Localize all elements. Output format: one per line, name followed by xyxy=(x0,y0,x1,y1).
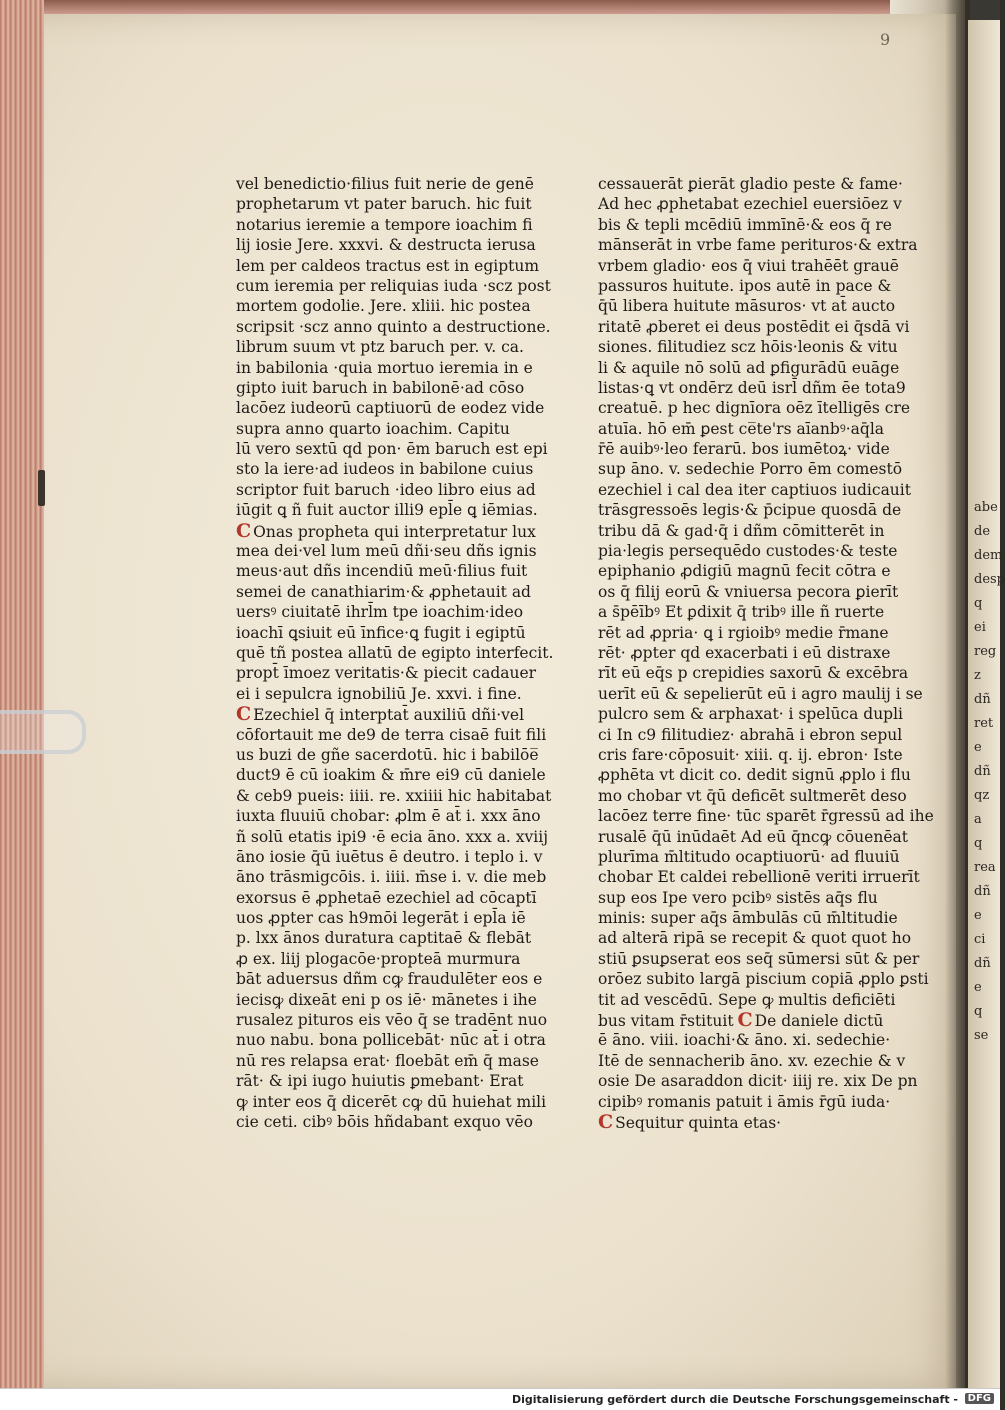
text-line xyxy=(598,725,903,745)
line-text: ritatē ꝓberet ei deus postēdit ei q̄sdā vi xyxy=(598,317,910,336)
text-line xyxy=(598,215,898,235)
text-line xyxy=(236,419,536,439)
folio-number: 9 xyxy=(880,30,891,49)
facing-text-fragment: rea xyxy=(974,860,996,875)
facing-text-fragment: de xyxy=(974,524,991,539)
line-text: mo chobar vt q̄ū deficēt sultmerēt deso xyxy=(598,786,907,805)
facing-text-fragment: q xyxy=(974,596,983,611)
line-text: Itē de sennacherib āno. xv. ezechie & v xyxy=(598,1051,906,1070)
text-line xyxy=(236,643,554,663)
line-text: plurīma m̄ltitudo ocaptiuorū· ad fluuiū xyxy=(598,847,900,866)
text-line xyxy=(598,786,907,806)
facing-text-fragment: dem xyxy=(974,548,1003,563)
line-text: rāt· & ipi iugo huiutis ꝑmebant· Erat xyxy=(236,1072,524,1091)
line-text: ci In c9 filitudiez· abrahā i ebron sepul xyxy=(598,725,903,744)
page-clip xyxy=(0,710,86,754)
line-text: semei de canathiarim·& ꝓphetauit ad xyxy=(236,582,531,601)
line-text: tribu dā & gad·q̄ i dñm cōmitterēt in xyxy=(598,521,885,540)
line-text: atuīa. hō em̄ ꝑest ce̅te'rs aīanbꝰ·aq̄la xyxy=(598,419,885,438)
line-text: epiphanio ꝓdigiū magnū fecit cōtra e xyxy=(598,562,891,581)
text-line xyxy=(236,358,536,378)
line-text: ezechiel i cal dea iter captiuos iudicauit xyxy=(598,480,911,499)
line-text: sto la iere·ad iudeos in babilone cuius xyxy=(236,460,534,479)
text-line xyxy=(598,684,923,704)
line-text: meus·aut dñs incendiū meū·filius fuit xyxy=(236,562,528,581)
text-line xyxy=(598,194,902,214)
text-line xyxy=(598,623,898,643)
line-text: Sequitur quinta etas· xyxy=(615,1113,782,1132)
text-line xyxy=(598,419,898,439)
text-line xyxy=(236,847,543,867)
text-line xyxy=(598,1092,898,1112)
text-line xyxy=(598,541,898,561)
text-line xyxy=(236,317,551,337)
facing-text-fragment: desp xyxy=(974,572,1005,587)
footer-credit: Digitalisierung gefördert durch die Deutsche Forschungsgemeinschaft - xyxy=(511,1393,958,1406)
line-text: duct9 ē cū ioakim & m̄re ei9 cū daniele xyxy=(236,766,546,785)
line-text: notarius ieremie a tempore ioachim fi xyxy=(236,215,533,234)
text-line xyxy=(598,928,912,948)
text-line xyxy=(598,317,910,337)
text-line xyxy=(236,928,536,948)
text-line xyxy=(236,806,541,826)
text-line xyxy=(598,867,920,887)
line-text: āno iosie q̄ū iuētus ē deutro. i teplo i. v xyxy=(236,847,543,866)
text-line xyxy=(236,582,536,602)
rubric-initial: C xyxy=(598,1110,614,1133)
line-text: bāt aduersus dñm cꝙ fraudulēter eos e xyxy=(236,970,543,989)
line-text: bis & tepli mcēdiū immīnē·& eos q̄ re xyxy=(598,215,892,234)
line-text: gipto iuit baruch in babilonē·ad cōso xyxy=(236,378,525,397)
line-text: vrbem gladio· eos q̄ viui trahēēt grauē xyxy=(598,256,899,275)
line-text: De daniele dictū xyxy=(754,1012,884,1031)
line-text: listas·ꝗ vt ondērz deū isrl̄ dñm ēe tota9 xyxy=(598,378,906,397)
line-text: nū res relapsa erat· floebāt em̄ q̄ mase xyxy=(236,1051,539,1070)
text-line xyxy=(598,337,898,357)
facing-text-fragment: qz xyxy=(974,788,990,803)
line-text: nuo nabu. bona pollicebāt· nūc at̄ i otra xyxy=(236,1031,546,1050)
line-text: exorsus ē ꝓphetaē ezechiel ad cōcaptī xyxy=(236,888,537,907)
facing-text-fragment: e xyxy=(974,740,982,755)
text-line xyxy=(598,256,898,276)
facing-text-fragment: z xyxy=(974,668,981,683)
line-text: rīt eū eq̄s p crepidies saxorū & excēbra xyxy=(598,664,909,683)
text-line xyxy=(236,296,536,316)
text-line xyxy=(236,765,546,785)
text-line xyxy=(236,867,547,887)
text-line xyxy=(236,480,536,500)
rubric-initial: C xyxy=(737,1009,753,1032)
gutter-shadow xyxy=(945,0,970,1388)
line-text: mānserāt in vrbe fame perituros·& extra xyxy=(598,236,918,255)
red-page-edges xyxy=(0,0,44,1388)
line-text: uerīt eū & sepelierūt eū i agro maulij i se xyxy=(598,684,923,703)
facing-text-fragment: q xyxy=(974,836,983,851)
text-line xyxy=(236,215,536,235)
dfg-logo: DFG xyxy=(965,1393,994,1404)
line-text: pia·legis persequēdo custodes·& teste xyxy=(598,542,898,561)
line-text: a s̄pēībꝰ Et ꝑdixit q̄ tribꝰ ille ñ ruerte xyxy=(598,603,885,622)
line-text: orōez subito largā piscium copiā ꝓplo ꝑsti xyxy=(598,970,929,989)
text-line xyxy=(598,358,898,378)
text-line xyxy=(236,1051,539,1071)
line-text: āno trāsmigcōis. i. iiii. m̄se i. v. die meb xyxy=(236,868,547,887)
line-text: li & aquile nō solū ad ꝑfigurādū euāge xyxy=(598,358,900,377)
text-line xyxy=(598,847,898,867)
facing-text-fragment: abe xyxy=(974,500,998,515)
text-line xyxy=(598,1051,906,1071)
line-text: iecisꝙ dixeāt eni p os iē· mānetes i ihe xyxy=(236,990,537,1009)
line-text: Onas propheta qui interpretatur lux xyxy=(253,522,536,541)
line-text: r̄ē auibꝰ·leo ferarū. bos iumētoꝝ· vide xyxy=(598,440,890,459)
text-line xyxy=(236,1092,547,1112)
line-text: scriptor fuit baruch ·ideo libro eius ad xyxy=(236,480,536,499)
text-line xyxy=(236,398,545,418)
line-text: uos ꝓpter cas h9mōi legerāt i epl̄a iē xyxy=(236,909,526,928)
line-text: us buzi de gñe sacerdotū. hic i babilōe̅ xyxy=(236,745,539,764)
text-line xyxy=(236,786,552,806)
text-line xyxy=(598,1030,898,1050)
text-line xyxy=(598,378,906,398)
line-text: rēt· ꝓpter qd exacerbati i eū distraxe xyxy=(598,643,891,662)
line-text: cipibꝰ romanis patuit i āmis r̄gū iuda· xyxy=(598,1092,891,1111)
line-text: iūgit ꝗ ñ fuit auctor illi9 epl̄e ꝗ iēmias. xyxy=(236,501,538,520)
line-text: chobar Et caldei rebellionē veriti irruerīt xyxy=(598,868,920,887)
page-tear xyxy=(38,470,45,506)
text-line xyxy=(236,990,536,1010)
text-line xyxy=(598,459,903,479)
facing-text-fragment: e xyxy=(974,908,982,923)
line-text: cum ieremia per reliquias iuda ·scz post xyxy=(236,276,551,295)
text-line xyxy=(598,663,909,683)
text-line xyxy=(236,174,536,194)
text-line xyxy=(598,276,898,296)
text-line xyxy=(236,459,536,479)
text-line xyxy=(236,235,536,255)
line-text: ē āno. viii. ioachi·& āno. xi. sedechie· xyxy=(598,1031,891,1050)
line-text: lacōez iudeorū captiuorū de eodez vide xyxy=(236,399,545,418)
left-text-column xyxy=(236,174,554,1132)
text-line xyxy=(598,500,902,520)
line-text: quē tñ postea allatū de egipto interfecit. xyxy=(236,643,554,662)
line-text: scripsit ·scz anno quinto a destructione. xyxy=(236,317,551,336)
line-text: lū vero sextū qd pon· ēm baruch est epi xyxy=(236,440,548,459)
line-text: ꝓ ex. liij plogacōe·propteā murmura xyxy=(236,949,521,968)
text-line xyxy=(598,561,898,581)
line-text: cie ceti. cibꝰ bōis hñdabant exquo vēo xyxy=(236,1112,533,1131)
text-line xyxy=(236,623,536,643)
text-line xyxy=(598,765,911,785)
line-text: cris fare·cōposuit· xiii. q. ij. ebron· Iste xyxy=(598,745,903,764)
text-line xyxy=(598,174,903,194)
text-line xyxy=(236,378,536,398)
line-text: Ad hec ꝓphetabat ezechiel euersiōez v xyxy=(598,195,902,214)
text-line xyxy=(598,296,898,316)
line-text: p. lxx ānos duratura captitaē & flebāt xyxy=(236,929,532,948)
text-line xyxy=(598,1112,898,1132)
text-line xyxy=(236,541,536,561)
line-text: iuxta fluuiū chobar: ꝓlm ē at̄ i. xxx āno xyxy=(236,807,541,826)
text-line xyxy=(598,806,934,826)
line-text: osie De asaraddon dicit· iiij re. xix De pn xyxy=(598,1072,918,1091)
text-line xyxy=(236,888,536,908)
text-line xyxy=(236,561,536,581)
line-text: ꝙ inter eos q̄ dicerēt cꝙ dū huiehat mili xyxy=(236,1092,547,1111)
line-text: rusalez pituros eis vēo q̄ se tradēnt nuo xyxy=(236,1011,548,1030)
facing-text-fragment: dñ xyxy=(974,956,991,971)
text-line xyxy=(598,949,920,969)
text-line xyxy=(598,602,898,622)
line-text: prophetarum vt pater baruch. hic fuit xyxy=(236,195,532,214)
facing-text-fragment: ei xyxy=(974,620,986,635)
text-line xyxy=(598,1010,898,1030)
text-line xyxy=(598,582,898,602)
text-line xyxy=(598,480,911,500)
text-line xyxy=(236,1030,546,1050)
text-line xyxy=(598,908,898,928)
line-text: passuros huitute. ipos autē in pace & xyxy=(598,276,892,295)
text-line xyxy=(236,745,539,765)
facing-text-fragment: q xyxy=(974,1004,983,1019)
rubric-initial: C xyxy=(236,703,252,726)
line-text: ei i sepulcra ignobiliū Je. xxvi. i fine. xyxy=(236,684,522,703)
text-line xyxy=(236,500,536,520)
line-text: mortem godolie. Jere. xliii. hic postea xyxy=(236,297,531,316)
text-line xyxy=(598,439,898,459)
line-text: creatuē. p hec dignīora oēz ītelligēs cre xyxy=(598,399,911,418)
text-line xyxy=(598,1071,918,1091)
text-line xyxy=(236,969,543,989)
line-text: & ceb9 pueis: iiii. re. xxiiii hic habitabat xyxy=(236,786,552,805)
text-line xyxy=(598,398,911,418)
text-line xyxy=(598,827,908,847)
text-line xyxy=(236,1071,536,1091)
facing-text-fragment: se xyxy=(974,1028,989,1043)
text-line xyxy=(236,949,536,969)
line-text: in babilonia ·quia mortuo ieremia in e xyxy=(236,358,533,377)
line-text: sup āno. v. sedechie Porro ēm comestō xyxy=(598,460,903,479)
line-text: os q̄ filij eorū & vniuersa pecora ꝑierīt xyxy=(598,582,899,601)
line-text: tit ad vescēdū. Sepe ꝙ multis deficiēti xyxy=(598,990,896,1009)
text-line xyxy=(236,704,536,724)
line-text: sup eos Ipe vero pcibꝰ sistēs aq̄s flu xyxy=(598,888,878,907)
line-text: cessauerāt ꝑierāt gladio peste & fame· xyxy=(598,175,903,193)
line-text: siones. filitudiez scz hōis·leonis & vitu xyxy=(598,338,898,357)
facing-page-fragment xyxy=(968,20,1005,1388)
line-text: rēt ad ꝓpria· ꝗ i rgioibꝰ medie r̄mane xyxy=(598,623,889,642)
line-text: supra anno quarto ioachim. Capitu xyxy=(236,419,510,438)
digitization-footer xyxy=(0,1388,1000,1410)
text-line xyxy=(598,235,918,255)
line-text: mea dei·vel lum meū dñi·seu dñs ignis xyxy=(236,542,537,561)
line-text: cōfortauit me de9 de terra cisaē fuit fili xyxy=(236,725,547,744)
text-line xyxy=(236,663,536,683)
line-text: minis: super aq̄s āmbulās cū m̄ltitudie xyxy=(598,909,898,928)
line-text: q̄ū libera huitute māsuros· vt at̄ aucto xyxy=(598,297,896,316)
facing-text-fragment: dñ xyxy=(974,884,991,899)
facing-text-fragment: reg xyxy=(974,644,997,659)
line-text: Ezechiel q̄ interptat̄ auxiliū dñi·vel xyxy=(253,706,525,725)
text-line xyxy=(598,745,903,765)
text-line xyxy=(598,990,898,1010)
text-line xyxy=(236,684,536,704)
text-line xyxy=(236,1010,548,1030)
line-text: lacōez terre fine· tūc sparēt r̄gressū ad ihe xyxy=(598,807,934,826)
text-line xyxy=(598,521,898,541)
text-line xyxy=(236,1112,536,1132)
line-text: trāsgressoēs legis·& p̄cipue quosdā de xyxy=(598,501,902,520)
line-text: ñ solū etatis ipi9 ·ē ecia āno. xxx a. xviij xyxy=(236,827,549,846)
text-line xyxy=(598,704,904,724)
line-text: stiū ꝑsuꝑserat eos seq̄ sūmersi sūt & per xyxy=(598,949,920,968)
line-text: lem per caldeos tractus est in egiptum xyxy=(236,256,540,275)
right-text-column xyxy=(598,174,934,1133)
facing-text-fragment: a xyxy=(974,812,982,827)
text-line xyxy=(236,521,536,541)
line-text: librum suum vt ptz baruch per. v. ca. xyxy=(236,338,524,357)
line-text: ioachī ꝗsiuit eū īnfice·ꝗ fugit i egiptū xyxy=(236,623,526,642)
text-line xyxy=(236,194,536,214)
line-text: vel benedictio·filius fuit nerie de genē xyxy=(236,175,534,193)
text-line xyxy=(236,908,536,928)
line-text: ad alterā ripā se recepit & quot quot ho xyxy=(598,929,912,948)
text-line xyxy=(236,439,548,459)
text-line xyxy=(236,602,536,622)
line-text: pulcro sem & arphaxat· i spelūca dupli xyxy=(598,705,904,724)
line-text: bus vitam r̄stituit xyxy=(598,1012,734,1031)
text-line xyxy=(236,256,540,276)
text-line xyxy=(236,725,547,745)
line-text: ꝓphēta vt dicit co. dedit signū ꝓplo i flu xyxy=(598,766,911,785)
facing-text-fragment: dñ xyxy=(974,764,991,779)
rubric-initial: C xyxy=(236,519,252,542)
facing-text-fragment: e xyxy=(974,980,982,995)
text-line xyxy=(598,643,898,663)
text-line xyxy=(236,276,551,296)
facing-text-fragment: dñ xyxy=(974,692,991,707)
text-line xyxy=(598,888,898,908)
facing-text-fragment: ret xyxy=(974,716,994,731)
line-text: uersꝰ ciuitatē ihrl̄m tpe ioachim·ideo xyxy=(236,603,524,622)
text-line xyxy=(236,827,549,847)
facing-text-fragment: ci xyxy=(974,932,986,947)
line-text: rusalē q̄ū inūdaēt Ad eū q̄ncꝙ cōuenēat xyxy=(598,827,908,846)
line-text: lij iosie Jere. xxxvi. & destructa ierusa xyxy=(236,236,536,255)
line-text: propt̄ īmoez veritatis·& piecit cadauer xyxy=(236,664,537,683)
text-line xyxy=(236,337,536,357)
text-line xyxy=(598,969,929,989)
